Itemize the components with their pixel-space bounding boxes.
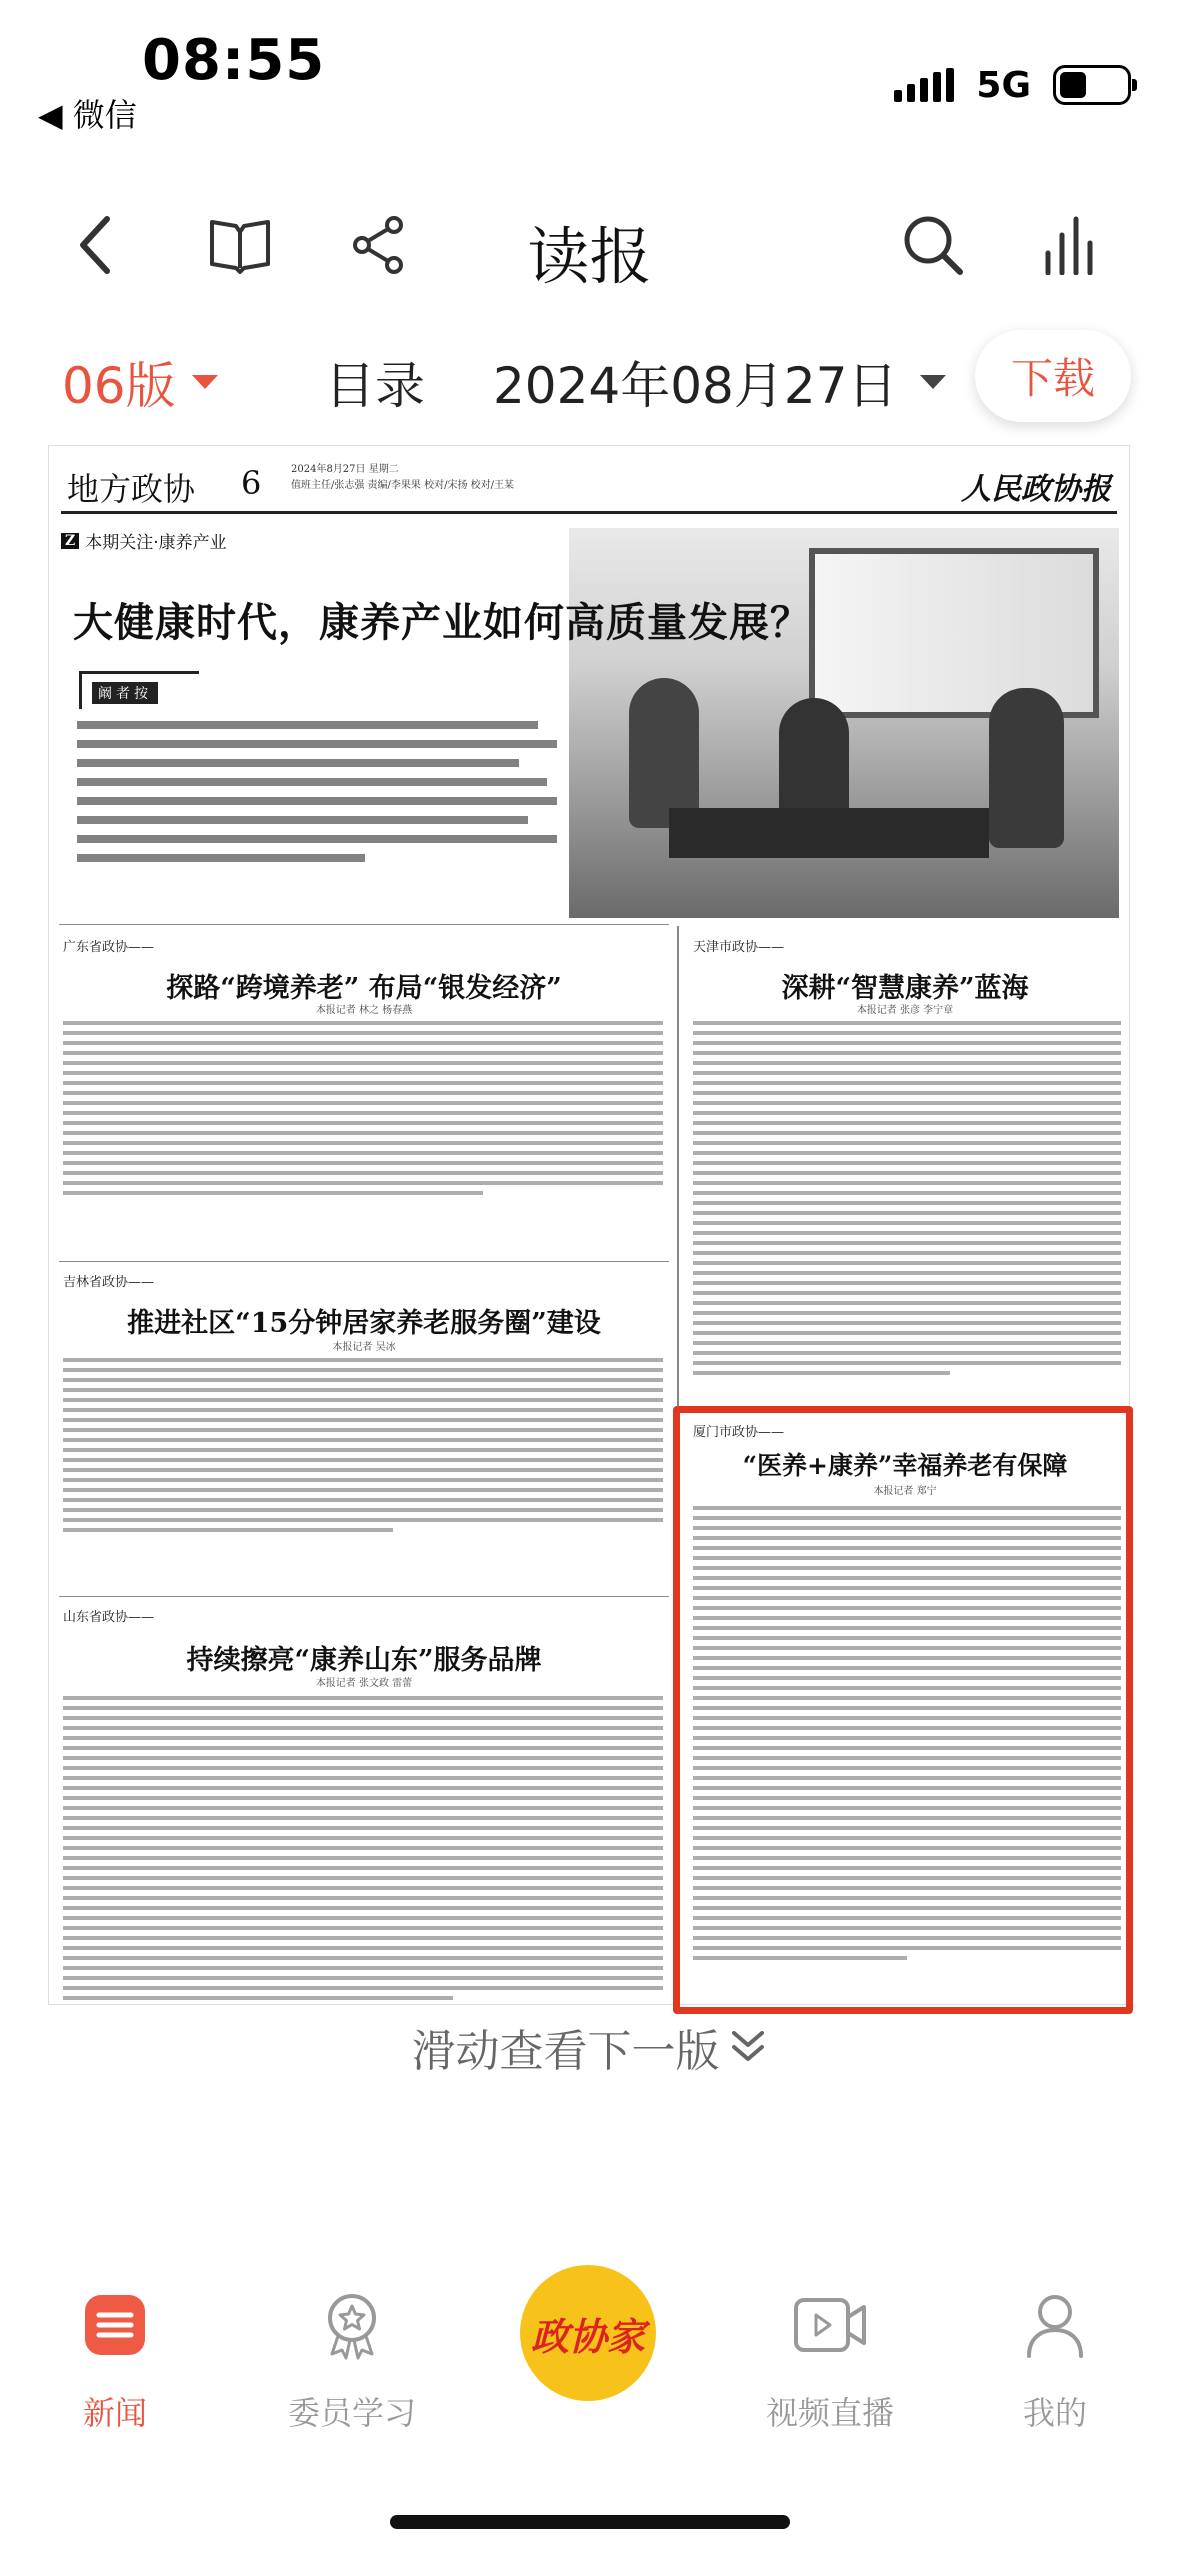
date-label: 2024年08月27日 <box>493 357 898 415</box>
article-body[interactable] <box>63 1358 663 1538</box>
next-version-label: 滑动查看下一版 <box>411 2026 720 2077</box>
article-region: 广东省政协—— <box>63 940 155 955</box>
tab-label: 新闻 <box>82 2394 147 2432</box>
tab-member-study[interactable] <box>262 2280 442 2434</box>
commentator-tag <box>79 671 199 709</box>
article-byline: 本报记者 张彦 李宁章 <box>856 1005 954 1016</box>
article-headline[interactable]: 探路“跨境养老” 布局“银发经济” <box>166 973 562 1004</box>
masthead <box>61 458 1117 514</box>
tab-zhengxiejia[interactable] <box>520 2265 656 2401</box>
article-headline[interactable]: “医养+康养”幸福养老有保障 <box>742 1451 1068 1480</box>
article-region: 厦门市政协—— <box>693 1425 785 1440</box>
chevron-down-icon <box>192 375 218 389</box>
article-region: 天津市政协—— <box>693 940 785 955</box>
battery-icon <box>1053 65 1131 105</box>
status-indicators <box>894 60 1131 110</box>
tab-profile[interactable] <box>965 2280 1145 2434</box>
tab-label: 委员学习 <box>287 2394 416 2432</box>
page-number: 6 <box>241 464 262 502</box>
search-icon[interactable] <box>893 205 973 285</box>
article-body[interactable] <box>63 1696 663 2005</box>
article-body[interactable] <box>63 1021 663 1201</box>
intro-text <box>77 721 557 873</box>
article-headline[interactable]: 持续擦亮“康养山东”服务品牌 <box>186 1645 542 1676</box>
edition-selector[interactable] <box>62 346 218 418</box>
nav-bar <box>0 185 1179 305</box>
medal-icon <box>307 2280 397 2370</box>
edition-row <box>0 330 1179 430</box>
row-divider <box>59 1261 669 1262</box>
page-title: 读报 <box>527 220 652 293</box>
article-byline: 本报记者 郑宁 <box>873 1486 937 1497</box>
commentator-label: 阚者按 <box>92 682 158 704</box>
double-chevron-down-icon <box>728 2027 768 2067</box>
page-meta <box>291 462 514 494</box>
row-divider <box>59 1596 669 1597</box>
article-region: 山东省政协—— <box>63 1610 155 1625</box>
back-to-wechat-link[interactable]: ◀ 微信 <box>38 96 137 134</box>
status-bar <box>0 0 1179 140</box>
article-body[interactable] <box>693 1021 1121 1381</box>
article-byline: 本报记者 林之 杨春燕 <box>315 1005 413 1016</box>
tab-news[interactable] <box>25 2280 205 2434</box>
download-button[interactable]: 下载 <box>975 330 1131 422</box>
article-byline: 本报记者 吴冰 <box>332 1342 396 1353</box>
article-region: 吉林省政协—— <box>63 1275 155 1290</box>
brand-badge-label: 政协家 <box>530 2313 645 2359</box>
video-icon <box>785 2280 875 2370</box>
stats-icon[interactable] <box>1030 205 1110 285</box>
edition-label: 06版 <box>62 357 176 415</box>
focus-label: 本期关注·康养产业 <box>85 533 227 553</box>
selected-article-highlight[interactable] <box>673 1406 1133 2014</box>
signal-icon <box>894 68 954 102</box>
news-icon <box>70 2280 160 2370</box>
tab-label: 视频直播 <box>765 2394 894 2432</box>
section-title: 地方政协 <box>67 470 196 508</box>
date-selector[interactable] <box>493 346 946 418</box>
page-editors: 值班主任/张志强 责编/李果果 校对/宋扬 校对/王某 <box>291 480 515 491</box>
tab-label: 我的 <box>1022 2394 1087 2432</box>
home-indicator[interactable] <box>390 2515 790 2529</box>
newspaper-logo: 人民政协报 <box>961 472 1111 507</box>
row-divider <box>59 924 669 925</box>
article-byline: 本报记者 张文政 雷蕾 <box>315 1678 413 1689</box>
chevron-down-icon <box>920 375 946 389</box>
tab-video-live[interactable] <box>740 2280 920 2434</box>
lead-photo[interactable] <box>569 528 1119 918</box>
article-headline[interactable]: 深耕“智慧康养”蓝海 <box>781 973 1029 1004</box>
network-type: 5G <box>976 64 1031 106</box>
status-time: 08:55 <box>142 28 326 93</box>
focus-mark: Z <box>61 533 79 549</box>
next-version-hint[interactable] <box>0 2015 1179 2079</box>
profile-icon <box>1010 2280 1100 2370</box>
page-date: 2024年8月27日 星期二 <box>291 464 399 475</box>
main-headline[interactable]: 大健康时代，康养产业如何高质量发展？ <box>73 599 811 646</box>
article-headline[interactable]: 推进社区“15分钟居家养老服务圈”建设 <box>127 1308 601 1339</box>
focus-tag <box>61 528 227 553</box>
catalog-button[interactable]: 目录 <box>325 357 425 415</box>
